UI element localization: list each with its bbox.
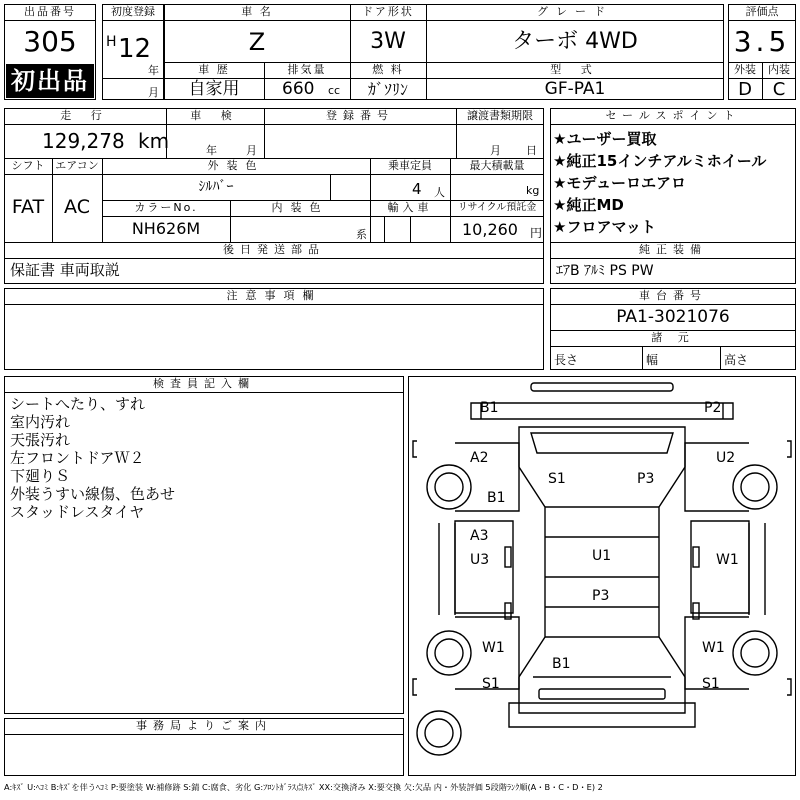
transfer-day-unit: 日 bbox=[526, 144, 537, 157]
inspector-notes bbox=[10, 395, 175, 521]
office-label: 事務局よりご案内 bbox=[136, 719, 272, 732]
shift-label: シフト bbox=[11, 159, 45, 172]
equipment-label: 純正装備 bbox=[639, 243, 707, 256]
specs-label: 諸 元 bbox=[651, 331, 695, 344]
shift: FAT bbox=[11, 196, 45, 218]
car-diagram bbox=[408, 376, 796, 776]
load-unit: kg bbox=[526, 184, 540, 197]
inspector-note: スタッドレスタイヤ bbox=[10, 503, 145, 521]
damage-mark: B1 bbox=[480, 400, 499, 416]
sales-point-item: ★モデューロエアロ bbox=[553, 174, 686, 192]
legend: A:ｷｽﾞ U:ﾍｺﾐ B:ｷｽﾞを伴うﾍｺﾐ P:要塗装 W:補修跡 S:錆 C:腐食、劣化 G:ﾌﾛﾝﾄｶﾞﾗｽ点ｷｽﾞ XX:交換済み X:要交換 欠:欠品 内・外装評価 5段階ﾗﾝｸ順(A・B・C・D・E) 2 bbox=[4, 782, 603, 792]
inspector-note: シートへたり、すれ bbox=[10, 395, 146, 413]
damage-mark: U3 bbox=[470, 552, 490, 568]
interior-label: 内装 bbox=[768, 63, 790, 76]
damage-mark: B1 bbox=[487, 490, 506, 506]
sales-point-item: ★純正MD bbox=[553, 196, 624, 214]
color-no-label: カラーNo. bbox=[134, 201, 198, 214]
interior-grade: C bbox=[772, 79, 786, 100]
inspection-year-unit: 年 bbox=[206, 144, 217, 157]
damage-mark: S1 bbox=[482, 676, 500, 692]
sales-point-item: ★純正15インチアルミホイール bbox=[553, 152, 767, 170]
mileage-label: 走 行 bbox=[60, 109, 110, 122]
lot-label: 出品番号 bbox=[24, 5, 76, 18]
fuel: ｶﾞｿﾘﾝ bbox=[367, 80, 408, 99]
mileage: 129,278 bbox=[42, 129, 125, 153]
spec-height-label: 高さ bbox=[724, 353, 749, 367]
model-code: GF-PA1 bbox=[544, 79, 606, 99]
later-parts: 保証書 車両取説 bbox=[10, 261, 120, 279]
score-label: 評価点 bbox=[745, 5, 779, 18]
registration-year: 12 bbox=[118, 34, 152, 64]
inspector-note: 室内汚れ bbox=[10, 413, 71, 431]
int-color-label: 内装色 bbox=[271, 201, 329, 214]
model-label: 型 式 bbox=[550, 63, 600, 76]
damage-mark: U1 bbox=[592, 548, 612, 564]
first-listing-label: 初出品 bbox=[11, 67, 89, 95]
damage-mark: W1 bbox=[482, 640, 505, 656]
spec-length-label: 長さ bbox=[554, 353, 579, 367]
fuel-label: 燃 料 bbox=[372, 63, 404, 76]
recycle-label: リサイクル預託金 bbox=[457, 202, 537, 213]
year-unit: 年 bbox=[148, 64, 159, 77]
color-no: NH626M bbox=[131, 219, 201, 238]
inspector-note: 天張汚れ bbox=[10, 431, 71, 449]
sales-point-item: ★フロアマット bbox=[553, 218, 656, 236]
damage-mark: S1 bbox=[702, 676, 720, 692]
lot-number: 305 bbox=[23, 25, 77, 58]
ext-color-label: 外装色 bbox=[207, 159, 265, 172]
grade: ターボ 4WD bbox=[512, 29, 638, 54]
damage-mark: P2 bbox=[704, 400, 722, 416]
sales-point-list bbox=[553, 128, 766, 238]
door-type: 3W bbox=[370, 29, 406, 54]
damage-mark: P3 bbox=[592, 588, 610, 604]
displacement-label: 排気量 bbox=[287, 63, 327, 76]
plate-label: 登録番号 bbox=[326, 109, 394, 122]
exterior-grade: D bbox=[738, 79, 752, 100]
era: H bbox=[106, 34, 117, 50]
damage-mark: P3 bbox=[637, 471, 655, 487]
transfer-month-unit: 月 bbox=[490, 144, 501, 157]
car-diagram-drawing bbox=[409, 377, 795, 775]
chassis-number: PA1-3021076 bbox=[616, 307, 730, 327]
exterior-label: 外装 bbox=[734, 63, 756, 76]
equipment: ｴｱB ｱﾙﾐ PS PW bbox=[556, 263, 654, 279]
history-label: 車 歴 bbox=[198, 63, 230, 76]
chassis-label: 車台番号 bbox=[639, 289, 707, 302]
car-name-label: 車 名 bbox=[241, 5, 273, 18]
door-label: ドア形状 bbox=[362, 5, 414, 18]
sales-point-label: セールスポイント bbox=[605, 109, 741, 122]
score: 3.5 bbox=[733, 25, 791, 58]
car-name: Z bbox=[248, 28, 266, 56]
capacity: 4 bbox=[412, 180, 422, 198]
displacement: 660 bbox=[282, 79, 315, 99]
inspector-note: 下廻りＳ bbox=[10, 467, 71, 485]
displacement-unit: cc bbox=[328, 84, 341, 97]
import-label: 輸入車 bbox=[387, 201, 433, 214]
damage-mark: A3 bbox=[470, 528, 489, 544]
notes-label: 注意事項欄 bbox=[226, 289, 322, 302]
recycle-unit: 円 bbox=[530, 226, 543, 240]
spec-width-label: 幅 bbox=[646, 353, 659, 367]
damage-mark: B1 bbox=[552, 656, 571, 672]
inspection-month-unit: 月 bbox=[246, 144, 257, 157]
mileage-unit: km bbox=[138, 129, 170, 153]
int-color-unit: 系 bbox=[356, 228, 367, 241]
aircon: AC bbox=[64, 196, 90, 218]
damage-mark: A2 bbox=[470, 450, 489, 466]
month-unit: 月 bbox=[148, 86, 159, 99]
recycle-fee: 10,260 bbox=[462, 220, 518, 239]
damage-mark: W1 bbox=[702, 640, 725, 656]
grade-label: グレード bbox=[537, 5, 613, 18]
damage-mark: W1 bbox=[716, 552, 739, 568]
load-label: 最大積載量 bbox=[469, 159, 525, 172]
capacity-unit: 人 bbox=[434, 186, 445, 199]
aircon-label: エアコン bbox=[55, 159, 99, 172]
capacity-label: 乗車定員 bbox=[388, 159, 432, 172]
sales-point-item: ★ユーザー買取 bbox=[553, 130, 657, 148]
registration-label: 初度登録 bbox=[111, 5, 155, 18]
damage-mark: U2 bbox=[716, 450, 736, 466]
damage-mark: S1 bbox=[548, 471, 566, 487]
inspector-note: 左フロントドアＷ２ bbox=[10, 449, 145, 467]
inspector-note: 外装うすい線傷、色あせ bbox=[10, 485, 176, 503]
later-parts-label: 後日発送部品 bbox=[223, 243, 325, 256]
transfer-label: 譲渡書類期限 bbox=[467, 109, 533, 122]
history: 自家用 bbox=[188, 79, 240, 99]
ext-color: ｼﾙﾊﾞｰ bbox=[198, 179, 234, 195]
inspector-label: 検査員記入欄 bbox=[153, 377, 255, 390]
inspection-label: 車 検 bbox=[190, 109, 240, 122]
